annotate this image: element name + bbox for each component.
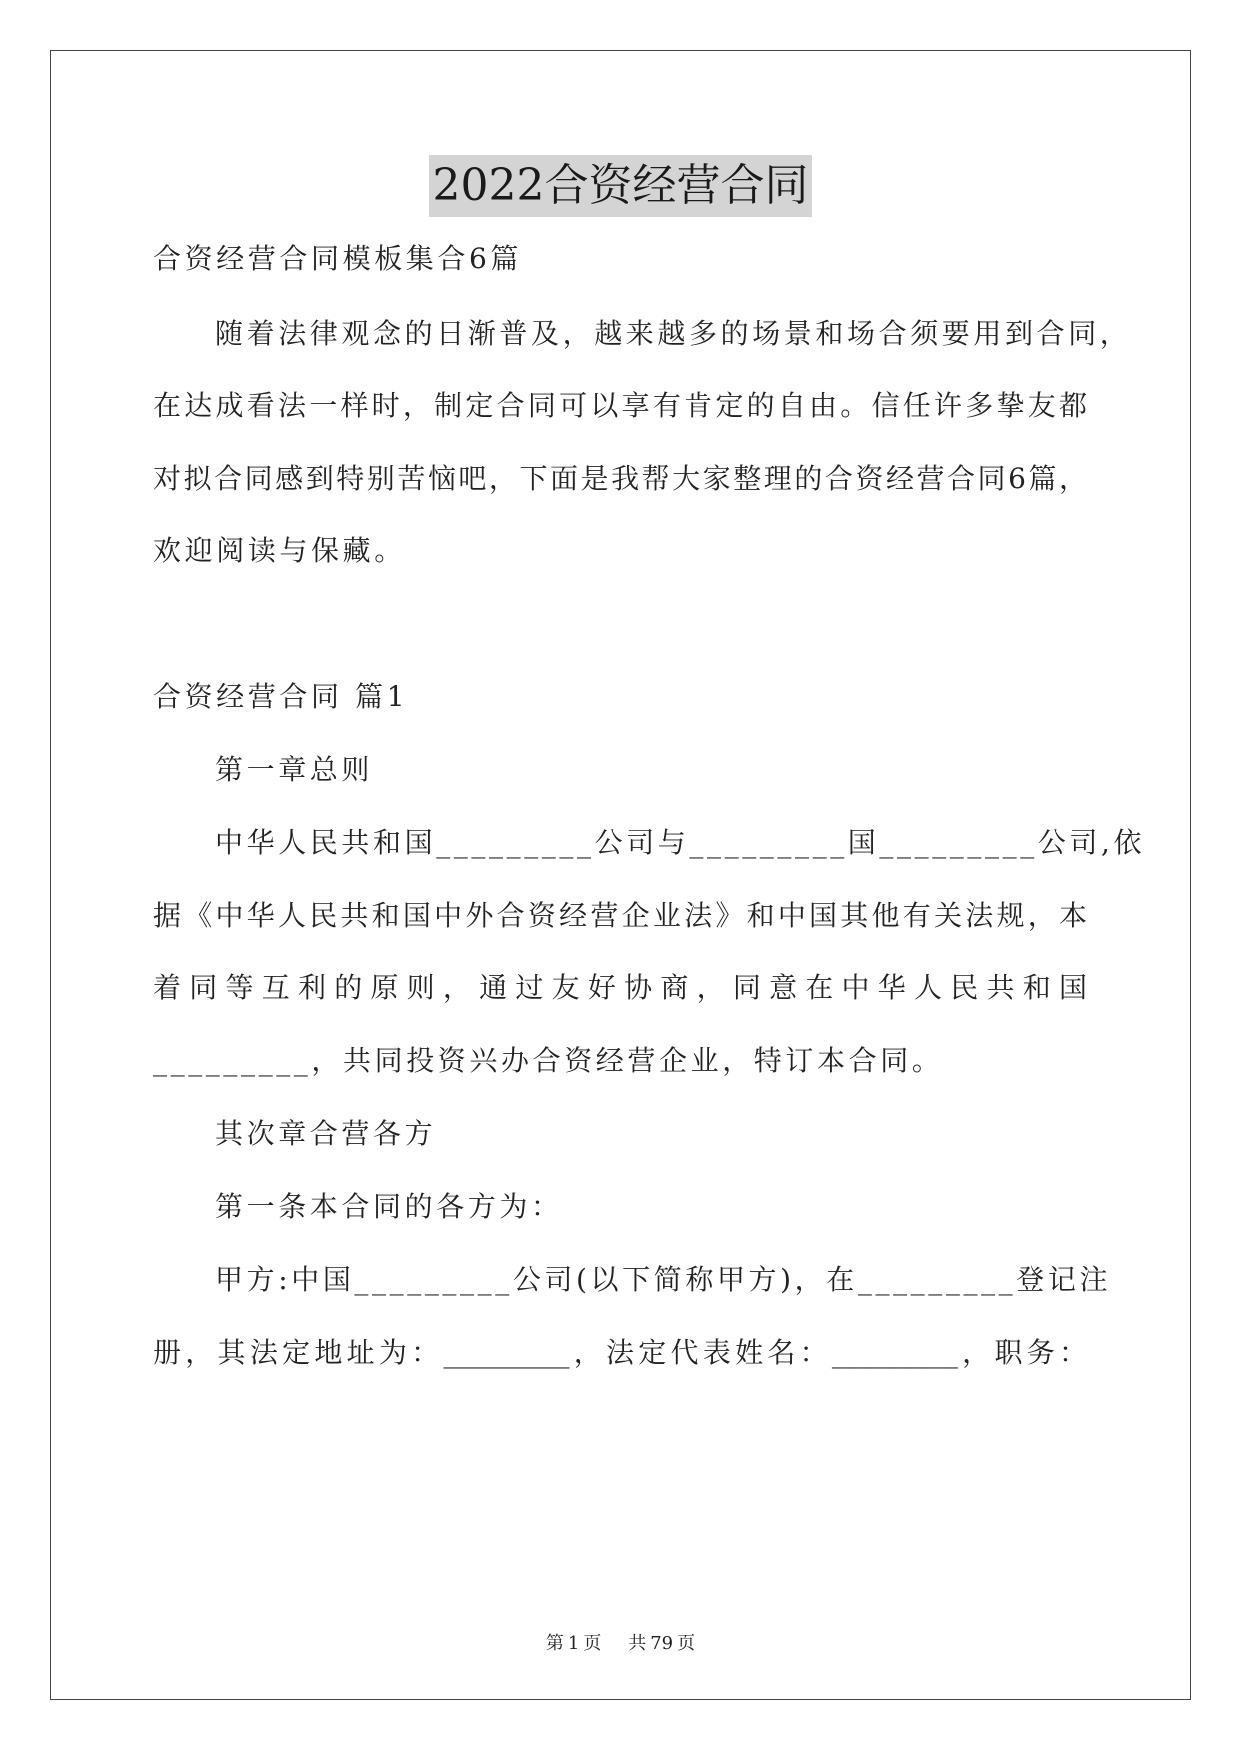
chapter-1-line-2: 据《中华人民共和国中外合资经营企业法》和中国其他有关法规，本	[153, 899, 1087, 932]
chapter-1-heading: 第一章总则	[215, 753, 374, 786]
page-number: 1	[567, 1633, 580, 1654]
page-label-suffix: 页	[583, 1633, 602, 1654]
intro-line-1: 随着法律观念的日渐普及，越来越多的场景和场合须要用到合同，	[215, 317, 1132, 350]
total-pages: 79	[650, 1633, 674, 1654]
page-border	[50, 50, 1191, 1700]
chapter-2-heading: 其次章合营各方	[215, 1117, 437, 1150]
page-label-prefix: 第	[545, 1633, 564, 1654]
intro-line-3: 对拟合同感到特别苦恼吧，下面是我帮大家整理的合资经营合同6篇，	[153, 462, 1087, 495]
article-1: 第一条本合同的各方为：	[215, 1190, 563, 1223]
chapter-1-line-4: _________，共同投资兴办合资经营企业，特订本合同。	[153, 1044, 944, 1077]
intro-line-4: 欢迎阅读与保藏。	[153, 534, 406, 567]
intro-line-2: 在达成看法一样时，制定合同可以享有肯定的自由。信任许多挚友都	[153, 389, 1087, 422]
party-a-line-2: 册，其法定地址为：_________，法定代表姓名：_________，职务：	[153, 1336, 1087, 1369]
party-a-line-1: 甲方:中国_________公司(以下简称甲方)，在_________登记注	[215, 1263, 1112, 1296]
chapter-1-line-1: 中华人民共和国_________公司与_________国_________公司,依	[215, 826, 1146, 859]
section-heading: 合资经营合同 篇1	[153, 680, 409, 713]
page-footer	[0, 1632, 1241, 1656]
document-title: 2022合资经营合同	[429, 155, 813, 217]
title-container	[0, 155, 1241, 217]
total-prefix: 共	[628, 1633, 647, 1654]
chapter-1-line-3: 着同等互利的原则，通过友好协商，同意在中华人民共和国	[153, 971, 1087, 1004]
document-subtitle: 合资经营合同模板集合6篇	[153, 242, 523, 275]
total-suffix: 页	[677, 1633, 696, 1654]
